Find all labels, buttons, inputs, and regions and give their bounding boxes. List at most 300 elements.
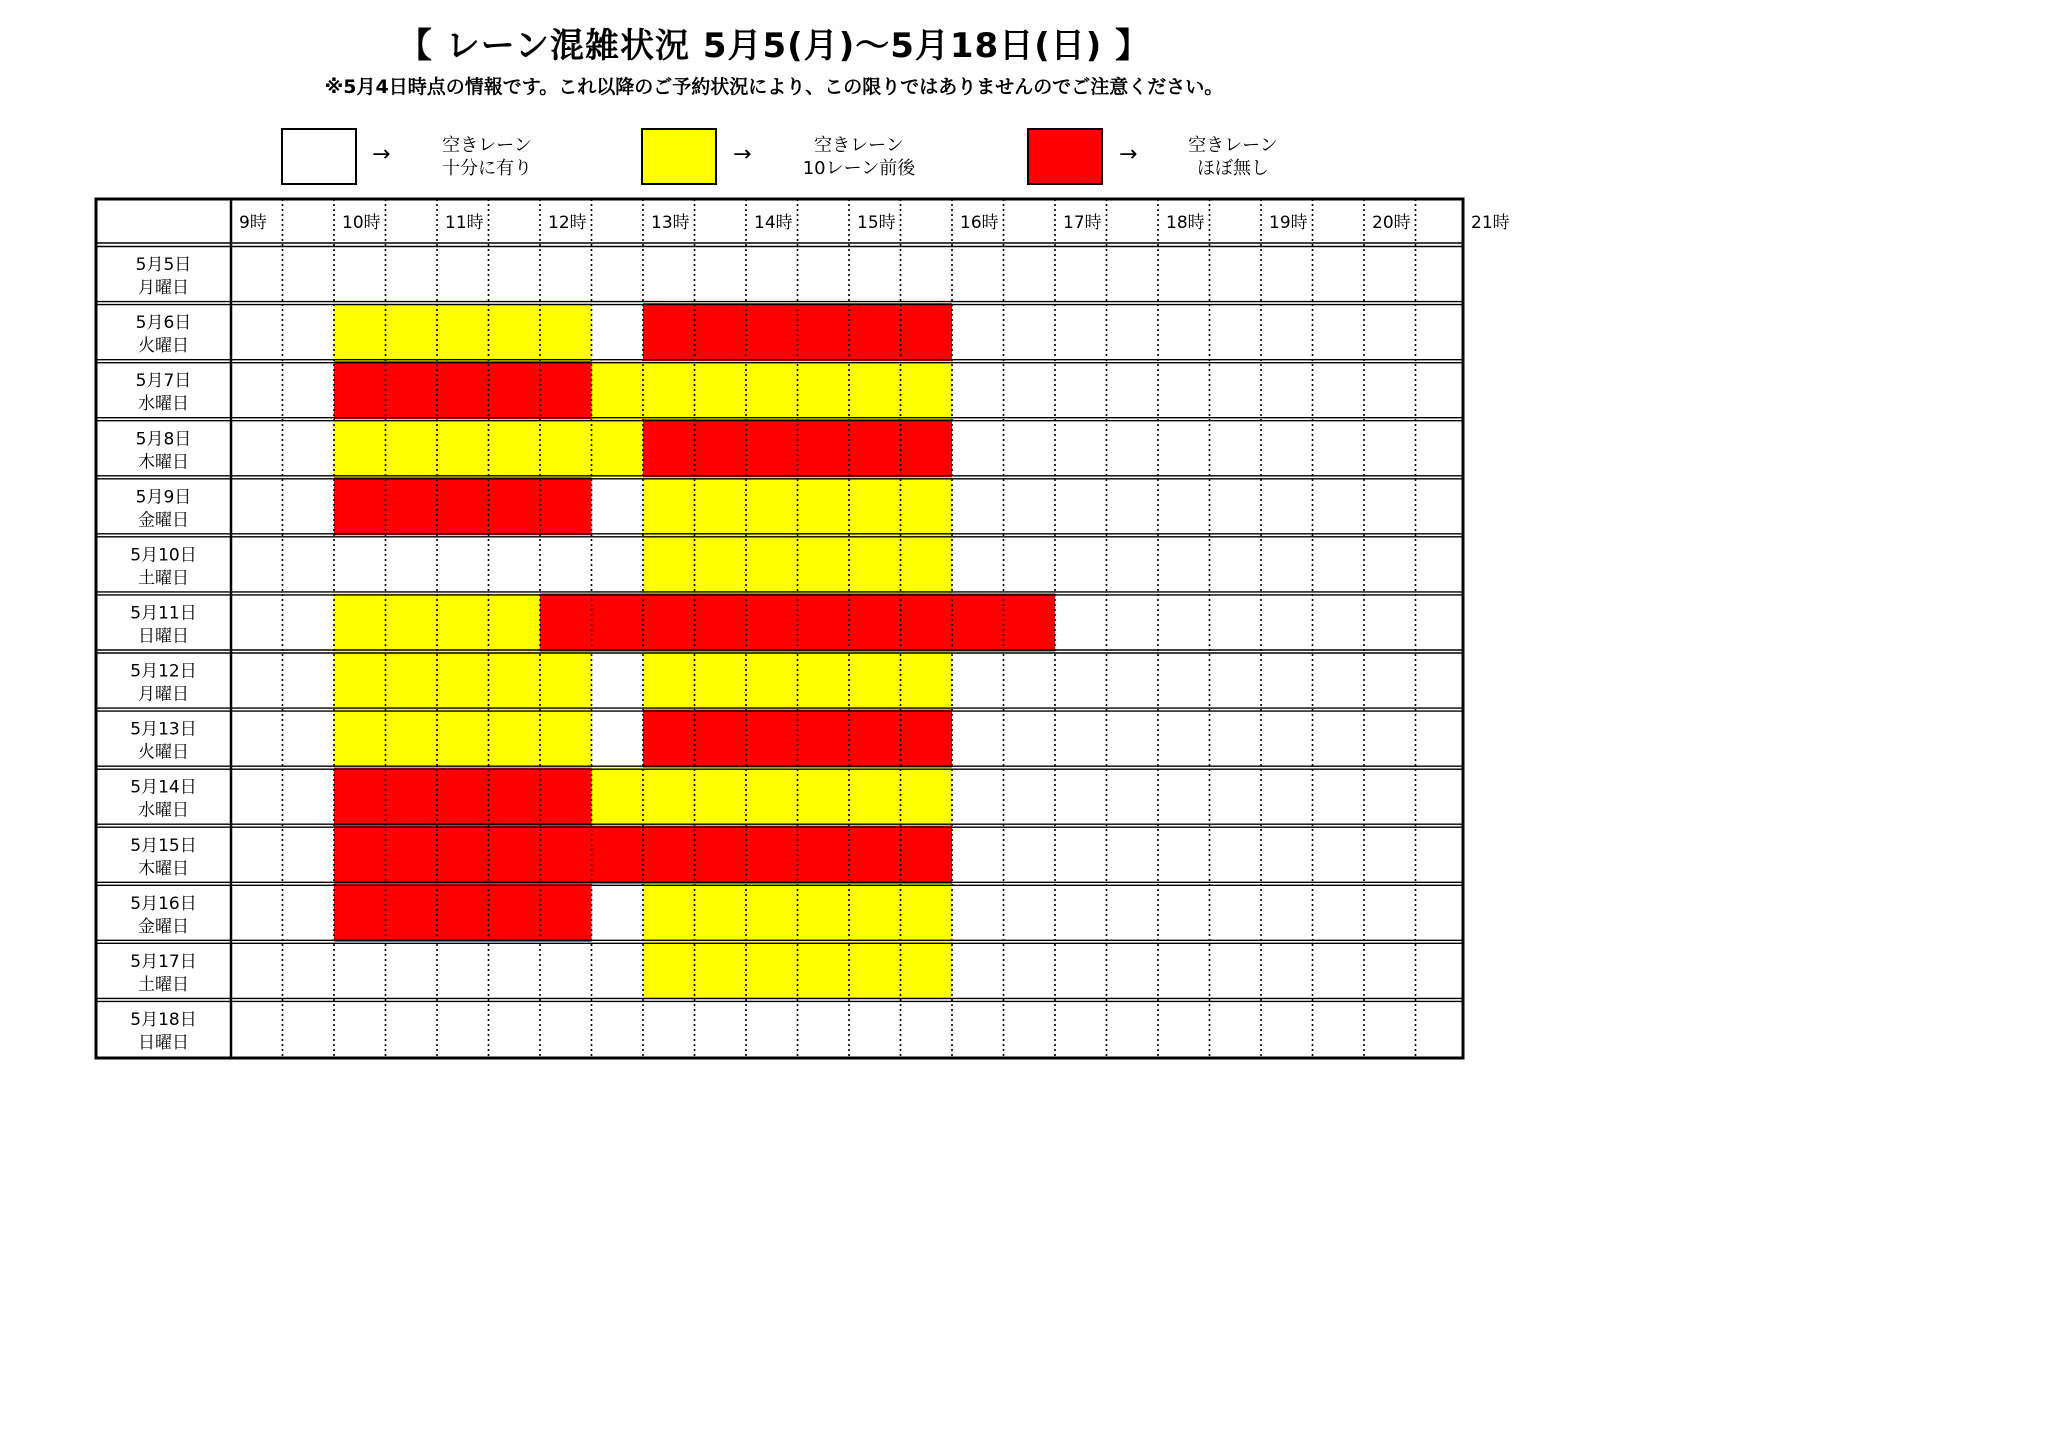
date-label: 5月12日 xyxy=(130,661,197,682)
weekday-label: 水曜日 xyxy=(138,800,189,821)
slot-cell xyxy=(1107,593,1159,651)
slot-cell xyxy=(334,826,386,884)
weekday-label: 火曜日 xyxy=(138,336,189,357)
slot-cell xyxy=(746,884,798,942)
slot-cell xyxy=(952,245,1004,303)
slot-cell xyxy=(798,652,850,710)
slot-cell xyxy=(1055,710,1107,768)
slot-cell xyxy=(1416,535,1464,593)
slot-cell xyxy=(283,768,335,826)
slot-cell xyxy=(540,245,592,303)
date-label: 5月6日 xyxy=(135,313,192,334)
slot-cell xyxy=(540,593,592,651)
slot-cell xyxy=(283,942,335,1000)
slot-cell xyxy=(1210,419,1262,477)
weekday-label: 金曜日 xyxy=(138,916,189,937)
slot-cell xyxy=(643,652,695,710)
slot-cell xyxy=(1158,535,1210,593)
slot-cell xyxy=(1364,768,1416,826)
slot-cell xyxy=(746,826,798,884)
slot-cell xyxy=(901,477,953,535)
slot-cell xyxy=(1055,1000,1107,1058)
hour-label: 11時 xyxy=(445,213,484,233)
slot-cell xyxy=(695,826,747,884)
slot-cell xyxy=(334,710,386,768)
slot-cell xyxy=(489,361,541,419)
slot-cell xyxy=(1416,245,1464,303)
slot-cell xyxy=(592,710,644,768)
slot-cell xyxy=(334,303,386,361)
hour-label: 18時 xyxy=(1166,213,1205,233)
slot-cell xyxy=(643,1000,695,1058)
slot-cell xyxy=(1416,419,1464,477)
slot-cell xyxy=(643,768,695,826)
slot-cell xyxy=(1004,477,1056,535)
slot-cell xyxy=(1364,419,1416,477)
slot-cell xyxy=(283,652,335,710)
slot-cell xyxy=(489,884,541,942)
hour-label: 12時 xyxy=(548,213,587,233)
slot-cell xyxy=(746,942,798,1000)
slot-cell xyxy=(386,361,438,419)
slot-cell xyxy=(643,593,695,651)
slot-cell xyxy=(334,652,386,710)
slot-cell xyxy=(1055,303,1107,361)
slot-cell xyxy=(592,1000,644,1058)
slot-cell xyxy=(1158,361,1210,419)
slot-cell xyxy=(386,1000,438,1058)
slot-cell xyxy=(334,593,386,651)
date-label: 5月17日 xyxy=(130,951,197,972)
slot-cell xyxy=(1261,1000,1313,1058)
slot-cell xyxy=(437,710,489,768)
slot-cell xyxy=(231,419,283,477)
slot-cell xyxy=(1313,826,1365,884)
slot-cell xyxy=(643,942,695,1000)
slot-cell xyxy=(952,942,1004,1000)
slot-cell xyxy=(901,884,953,942)
slot-cell xyxy=(1107,535,1159,593)
slot-cell xyxy=(695,361,747,419)
slot-cell xyxy=(1055,942,1107,1000)
date-label: 5月10日 xyxy=(130,545,197,566)
slot-cell xyxy=(283,245,335,303)
slot-cell xyxy=(1004,419,1056,477)
legend-arrow-icon: → xyxy=(372,142,391,167)
slot-cell xyxy=(334,884,386,942)
slot-cell xyxy=(592,768,644,826)
slot-cell xyxy=(1158,884,1210,942)
slot-cell xyxy=(386,942,438,1000)
slot-cell xyxy=(1158,710,1210,768)
slot-cell xyxy=(1416,593,1464,651)
slot-cell xyxy=(901,303,953,361)
slot-cell xyxy=(695,303,747,361)
slot-cell xyxy=(849,768,901,826)
slot-cell xyxy=(901,1000,953,1058)
slot-cell xyxy=(643,303,695,361)
slot-cell xyxy=(437,768,489,826)
slot-cell xyxy=(643,245,695,303)
slot-cell xyxy=(437,1000,489,1058)
slot-cell xyxy=(849,361,901,419)
weekday-label: 土曜日 xyxy=(138,568,189,589)
slot-cell xyxy=(386,652,438,710)
slot-cell xyxy=(1055,361,1107,419)
slot-cell xyxy=(1416,884,1464,942)
slot-cell xyxy=(1055,768,1107,826)
slot-cell xyxy=(1261,245,1313,303)
slot-cell xyxy=(1416,826,1464,884)
slot-cell xyxy=(386,768,438,826)
slot-cell xyxy=(901,826,953,884)
slot-cell xyxy=(695,942,747,1000)
slot-cell xyxy=(695,593,747,651)
slot-cell xyxy=(283,884,335,942)
slot-cell xyxy=(1004,361,1056,419)
hour-label: 19時 xyxy=(1269,213,1308,233)
slot-cell xyxy=(489,826,541,884)
slot-cell xyxy=(489,419,541,477)
slot-cell xyxy=(798,942,850,1000)
slot-cell xyxy=(952,768,1004,826)
slot-cell xyxy=(540,652,592,710)
slot-cell xyxy=(283,419,335,477)
date-label: 5月11日 xyxy=(130,603,197,624)
slot-cell xyxy=(334,361,386,419)
legend-label-red: 空きレーン ほぼ無し xyxy=(1188,135,1278,179)
hour-label: 21時 xyxy=(1471,213,1510,233)
slot-cell xyxy=(798,593,850,651)
slot-cell xyxy=(643,535,695,593)
date-label: 5月8日 xyxy=(135,429,192,450)
slot-cell xyxy=(1364,245,1416,303)
hour-label: 20時 xyxy=(1372,213,1411,233)
slot-cell xyxy=(1210,361,1262,419)
slot-cell xyxy=(386,245,438,303)
legend-label-white: 空きレーン 十分に有り xyxy=(442,135,532,179)
slot-cell xyxy=(798,245,850,303)
slot-cell xyxy=(489,652,541,710)
slot-cell xyxy=(1158,942,1210,1000)
slot-cell xyxy=(386,303,438,361)
slot-cell xyxy=(798,884,850,942)
slot-cell xyxy=(1055,245,1107,303)
slot-cell xyxy=(283,535,335,593)
slot-cell xyxy=(1313,1000,1365,1058)
slot-cell xyxy=(849,593,901,651)
slot-cell xyxy=(283,303,335,361)
slot-cell xyxy=(901,942,953,1000)
weekday-label: 木曜日 xyxy=(138,858,189,879)
slot-cell xyxy=(1364,477,1416,535)
slot-cell xyxy=(437,419,489,477)
slot-cell xyxy=(1055,419,1107,477)
slot-cell xyxy=(1107,245,1159,303)
notice-text: ※5月4日時点の情報です。これ以降のご予約状況により、この限りではありませんのでご注意ください。 xyxy=(324,76,1224,98)
slot-cell xyxy=(231,884,283,942)
slot-cell xyxy=(1107,477,1159,535)
slot-cell xyxy=(746,768,798,826)
date-label: 5月9日 xyxy=(135,487,192,508)
slot-cell xyxy=(437,361,489,419)
slot-cell xyxy=(1158,768,1210,826)
slot-cell xyxy=(1210,942,1262,1000)
slot-cell xyxy=(798,768,850,826)
slot-cell xyxy=(592,419,644,477)
hour-label: 13時 xyxy=(651,213,690,233)
slot-cell xyxy=(643,710,695,768)
slot-cell xyxy=(437,652,489,710)
slot-cell xyxy=(1055,593,1107,651)
slot-cell xyxy=(849,884,901,942)
legend-arrow-icon: → xyxy=(733,142,752,167)
slot-cell xyxy=(1210,245,1262,303)
slot-cell xyxy=(437,826,489,884)
slot-cell xyxy=(1313,942,1365,1000)
slot-cell xyxy=(849,652,901,710)
slot-cell xyxy=(695,652,747,710)
slot-cell xyxy=(1107,884,1159,942)
slot-cell xyxy=(540,1000,592,1058)
slot-cell xyxy=(1261,477,1313,535)
slot-cell xyxy=(283,1000,335,1058)
slot-cell xyxy=(231,593,283,651)
slot-cell xyxy=(1210,303,1262,361)
slot-cell xyxy=(386,419,438,477)
slot-cell xyxy=(901,535,953,593)
slot-cell xyxy=(798,710,850,768)
slot-cell xyxy=(746,593,798,651)
slot-cell xyxy=(952,593,1004,651)
slot-cell xyxy=(1107,826,1159,884)
slot-cell xyxy=(1055,884,1107,942)
slot-cell xyxy=(695,419,747,477)
slot-cell xyxy=(952,361,1004,419)
weekday-label: 木曜日 xyxy=(138,452,189,473)
slot-cell xyxy=(1313,361,1365,419)
slot-cell xyxy=(437,884,489,942)
slot-cell xyxy=(849,477,901,535)
slot-cell xyxy=(1416,652,1464,710)
slot-cell xyxy=(695,535,747,593)
weekday-label: 月曜日 xyxy=(138,278,189,299)
slot-cell xyxy=(849,710,901,768)
slot-cell xyxy=(1364,303,1416,361)
slot-cell xyxy=(1107,942,1159,1000)
slot-cell xyxy=(1364,884,1416,942)
slot-cell xyxy=(643,826,695,884)
slot-cell xyxy=(1313,245,1365,303)
slot-cell xyxy=(334,419,386,477)
slot-cell xyxy=(798,419,850,477)
slot-cell xyxy=(1313,593,1365,651)
slot-cell xyxy=(798,826,850,884)
slot-cell xyxy=(1313,768,1365,826)
slot-cell xyxy=(849,826,901,884)
slot-cell xyxy=(1364,593,1416,651)
slot-cell xyxy=(1055,652,1107,710)
slot-cell xyxy=(695,768,747,826)
slot-cell xyxy=(386,710,438,768)
slot-cell xyxy=(1004,710,1056,768)
slot-cell xyxy=(1004,245,1056,303)
slot-cell xyxy=(746,1000,798,1058)
slot-cell xyxy=(1210,826,1262,884)
slot-cell xyxy=(746,303,798,361)
date-label: 5月15日 xyxy=(130,835,197,856)
slot-cell xyxy=(798,535,850,593)
slot-cell xyxy=(489,477,541,535)
slot-cell xyxy=(1210,652,1262,710)
weekday-label: 火曜日 xyxy=(138,742,189,763)
date-label: 5月7日 xyxy=(135,371,192,392)
slot-cell xyxy=(1004,535,1056,593)
slot-cell xyxy=(231,535,283,593)
weekday-label: 日曜日 xyxy=(138,626,189,647)
slot-cell xyxy=(746,535,798,593)
slot-cell xyxy=(849,535,901,593)
slot-cell xyxy=(540,768,592,826)
slot-cell xyxy=(334,477,386,535)
hour-label: 17時 xyxy=(1063,213,1102,233)
slot-cell xyxy=(1210,884,1262,942)
slot-cell xyxy=(437,535,489,593)
slot-cell xyxy=(592,477,644,535)
slot-cell xyxy=(952,419,1004,477)
slot-cell xyxy=(1158,477,1210,535)
slot-cell xyxy=(386,477,438,535)
slot-cell xyxy=(1364,826,1416,884)
slot-cell xyxy=(1107,652,1159,710)
slot-cell xyxy=(746,710,798,768)
slot-cell xyxy=(592,361,644,419)
slot-cell xyxy=(1261,942,1313,1000)
slot-cell xyxy=(1004,1000,1056,1058)
slot-cell xyxy=(1107,303,1159,361)
slot-cell xyxy=(849,1000,901,1058)
slot-cell xyxy=(1313,419,1365,477)
slot-cell xyxy=(1261,535,1313,593)
slot-cell xyxy=(1261,652,1313,710)
slot-cell xyxy=(695,884,747,942)
slot-cell xyxy=(334,768,386,826)
slot-cell xyxy=(1107,710,1159,768)
slot-cell xyxy=(849,942,901,1000)
slot-cell xyxy=(1004,593,1056,651)
slot-cell xyxy=(746,361,798,419)
slot-cell xyxy=(798,1000,850,1058)
slot-cell xyxy=(334,245,386,303)
slot-cell xyxy=(1313,303,1365,361)
slot-cell xyxy=(643,361,695,419)
slot-cell xyxy=(1158,303,1210,361)
slot-cell xyxy=(283,826,335,884)
weekday-label: 土曜日 xyxy=(138,974,189,995)
legend-label-yellow: 空きレーン 10レーン前後 xyxy=(802,135,916,179)
slot-cell xyxy=(386,593,438,651)
slot-cell xyxy=(1158,652,1210,710)
slot-cell xyxy=(1416,303,1464,361)
slot-cell xyxy=(1158,1000,1210,1058)
slot-cell xyxy=(1416,942,1464,1000)
slot-cell xyxy=(592,884,644,942)
slot-cell xyxy=(231,477,283,535)
slot-cell xyxy=(695,477,747,535)
slot-cell xyxy=(540,942,592,1000)
slot-cell xyxy=(231,942,283,1000)
slot-cell xyxy=(334,942,386,1000)
slot-cell xyxy=(1004,942,1056,1000)
slot-cell xyxy=(540,826,592,884)
slot-cell xyxy=(489,710,541,768)
slot-cell xyxy=(1261,419,1313,477)
slot-cell xyxy=(1158,419,1210,477)
slot-cell xyxy=(283,710,335,768)
slot-cell xyxy=(1107,361,1159,419)
slot-cell xyxy=(798,477,850,535)
slot-cell xyxy=(1107,419,1159,477)
slot-cell xyxy=(489,593,541,651)
slot-cell xyxy=(437,593,489,651)
slot-cell xyxy=(540,884,592,942)
slot-cell xyxy=(695,245,747,303)
slot-cell xyxy=(952,535,1004,593)
slot-cell xyxy=(334,535,386,593)
hour-label: 15時 xyxy=(857,213,896,233)
slot-cell xyxy=(592,593,644,651)
slot-cell xyxy=(592,535,644,593)
slot-cell xyxy=(1055,535,1107,593)
slot-cell xyxy=(1313,652,1365,710)
slot-cell xyxy=(386,826,438,884)
slot-cell xyxy=(231,652,283,710)
slot-cell xyxy=(540,419,592,477)
slot-cell xyxy=(1158,245,1210,303)
slot-cell xyxy=(334,1000,386,1058)
slot-cell xyxy=(901,710,953,768)
slot-cell xyxy=(1261,361,1313,419)
slot-cell xyxy=(643,477,695,535)
slot-cell xyxy=(231,768,283,826)
date-label: 5月5日 xyxy=(135,255,192,276)
slot-cell xyxy=(952,1000,1004,1058)
slot-cell xyxy=(1158,826,1210,884)
slot-cell xyxy=(386,884,438,942)
slot-cell xyxy=(1416,768,1464,826)
slot-cell xyxy=(1364,1000,1416,1058)
slot-cell xyxy=(901,245,953,303)
slot-cell xyxy=(231,303,283,361)
slot-cell xyxy=(1313,710,1365,768)
slot-cell xyxy=(1364,710,1416,768)
weekday-label: 水曜日 xyxy=(138,394,189,415)
slot-cell xyxy=(489,535,541,593)
hour-label: 16時 xyxy=(960,213,999,233)
slot-cell xyxy=(1210,535,1262,593)
slot-cell xyxy=(489,942,541,1000)
slot-cell xyxy=(695,1000,747,1058)
slot-cell xyxy=(231,710,283,768)
slot-cell xyxy=(489,768,541,826)
slot-cell xyxy=(746,245,798,303)
slot-cell xyxy=(540,361,592,419)
slot-cell xyxy=(231,361,283,419)
slot-cell xyxy=(746,652,798,710)
date-label: 5月16日 xyxy=(130,893,197,914)
slot-cell xyxy=(952,884,1004,942)
slot-cell xyxy=(437,942,489,1000)
